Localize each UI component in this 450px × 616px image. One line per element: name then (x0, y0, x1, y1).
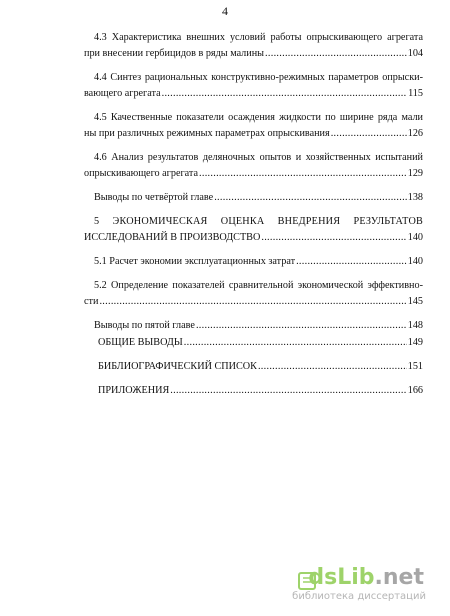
toc-entry-title-cont: при внесении гербицидов в ряды малины (84, 48, 265, 59)
page-number: 4 (222, 4, 228, 18)
watermark-caption: библиотека диссертаций (292, 591, 426, 602)
toc-entry-4-3[interactable] (84, 30, 423, 62)
leader-dots (214, 190, 407, 206)
toc-entry-4-6[interactable] (84, 150, 423, 182)
toc-entry-title-cont: ны при различных режимных параметрах опрыскивания (84, 128, 330, 139)
toc-entry-title: Выводы по четвёртой главе (94, 192, 214, 203)
toc-entry-title: 4.6 Анализ результатов деляночных опытов и хозяйственных испытаний (94, 152, 423, 163)
toc-page-number: 151 (407, 361, 423, 372)
toc-page-number: 126 (407, 128, 423, 139)
toc-entry-appendices[interactable] (84, 383, 423, 399)
leader-dots (170, 383, 406, 399)
toc-page-number: 138 (407, 192, 423, 203)
toc-page-number: 129 (407, 168, 423, 179)
toc-entry-title: 4.3 Характеристика внешних условий работы опрыскивающего агрегата (94, 32, 423, 43)
toc-entry-title: БИБЛИОГРАФИЧЕСКИЙ СПИСОК (98, 361, 257, 372)
toc-entry-title: 5 ЭКОНОМИЧЕСКАЯ ОЦЕНКА ВНЕДРЕНИЯ РЕЗУЛЬТАТОВ (94, 216, 423, 227)
leader-dots (331, 126, 407, 142)
toc-entry-ch4-conclusions[interactable] (84, 190, 423, 206)
dslib-logo (308, 565, 424, 590)
toc-entry-title: 5.1 Расчет экономии эксплуатационных затрат (94, 256, 296, 267)
toc-page-number: 115 (408, 88, 423, 99)
toc-entry-chapter-5[interactable] (84, 214, 423, 246)
toc-entry-general-conclusions[interactable] (84, 335, 423, 351)
table-of-contents (84, 30, 423, 399)
leader-dots (258, 359, 407, 375)
toc-entry-title-cont: ИССЛЕДОВАНИЙ В ПРОИЗВОДСТВО (84, 232, 261, 243)
leader-dots (199, 166, 407, 182)
toc-entry-bibliography[interactable] (84, 359, 423, 375)
toc-page-number: 149 (407, 337, 423, 348)
leader-dots (265, 46, 407, 62)
toc-entry-title-cont: сти (84, 296, 99, 307)
toc-entry-title: 4.4 Синтез рациональных конструктивно-режимных параметров опрыски- (94, 72, 423, 83)
toc-entry-title: ОБЩИЕ ВЫВОДЫ (98, 337, 183, 348)
toc-page-number: 140 (407, 256, 423, 267)
dslib-watermark[interactable] (264, 565, 434, 609)
leader-dots (196, 318, 407, 334)
logo-main: dsLib (308, 565, 375, 590)
toc-entry-ch5-conclusions[interactable] (84, 318, 423, 334)
logo-suffix: .net (374, 565, 424, 590)
toc-entry-5-1[interactable] (84, 254, 423, 270)
toc-entry-4-4[interactable] (84, 70, 423, 102)
leader-dots (99, 294, 406, 310)
toc-entry-title-cont: вающего агрегата (84, 88, 161, 99)
toc-entry-title: Выводы по пятой главе (94, 320, 195, 331)
toc-entry-4-5[interactable] (84, 110, 423, 142)
toc-entry-5-2[interactable] (84, 278, 423, 310)
toc-page-number: 140 (407, 232, 423, 243)
leader-dots (296, 254, 407, 270)
toc-page-number: 145 (407, 296, 423, 307)
toc-entry-title: 5.2 Определение показателей сравнительной экономической эффективно- (94, 280, 423, 291)
toc-entry-title-cont: опрыскивающего агрегата (84, 168, 198, 179)
leader-dots (184, 335, 407, 351)
toc-page-number: 166 (407, 385, 423, 396)
toc-page-number: 148 (407, 320, 423, 331)
toc-entry-title: ПРИЛОЖЕНИЯ (98, 385, 170, 396)
leader-dots (261, 230, 406, 246)
toc-page-number: 104 (407, 48, 423, 59)
toc-entry-title: 4.5 Качественные показатели осаждения жидкости по ширине ряда мали (94, 112, 423, 123)
leader-dots (162, 86, 408, 102)
